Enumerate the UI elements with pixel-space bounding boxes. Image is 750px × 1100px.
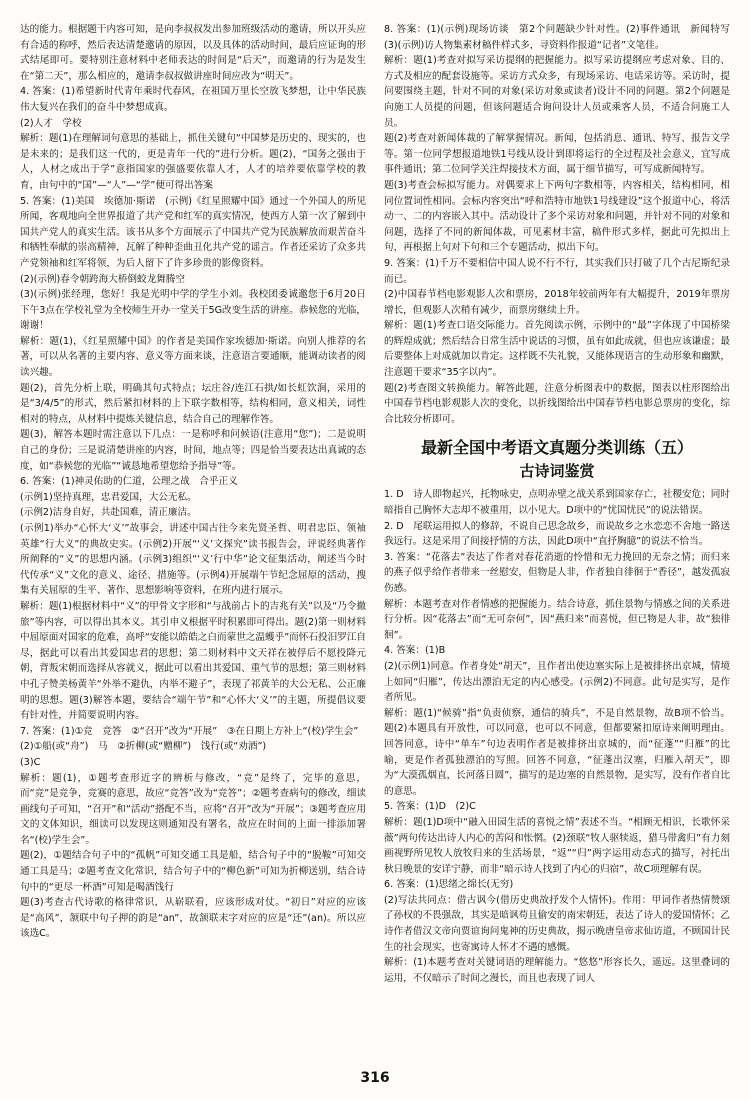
paragraph: 8. 答案：(1)(示例)现场访谈 第2个问题缺少针对性。(2)事件通讯 新闻特写 (3)(示例)访人物集素材稿件样式多，寻资料作报道“记者”文笔佳。: [384, 24, 740, 51]
poetry-answers: [384, 487, 730, 986]
paragraph: 4. 答案：(1)B: [384, 645, 446, 657]
paragraph: 题(2)，①题结合句子中的“孤帆”可知交通工具是船，结合句子中的“脱鞍”可知交通工具是马；②题考查文化常识，结合句子中的“柳色新”可知为折柳送别，结合诗句中的“更尽一杯酒”可知是喝酒饯行: [20, 850, 366, 893]
paragraph: 4. 答案：(1)希望新时代青年乘时代春风，在祖国万里长空放飞梦想，让中华民族伟大复兴在我们的奋斗中梦想成真。: [20, 86, 366, 113]
paragraph: (示例1)坚持真理，忠君爱国，大公无私。: [20, 491, 197, 503]
paragraph: 1. D 诗人即物起兴，托物咏史，点明赤壁之战关系到国家存亡，社稷安危；同时暗指自己胸怀大志却不被重用，以小见大。D项中的“忧国忧民”的说法错误。: [384, 489, 730, 517]
paragraph: 5. 答案：(1)美国 埃德加·斯诺 (示例)《红星照耀中国》通过一个外国人的所见所闻，客观地向全世界报道了共产党和红军的真实情况，使西方人第一次了解到中国共产党人的真实生活。该书从多个方面展示了中国共产党为民族解放而艰苦奋斗和牺牲奉献的崇高精神，瓦解了种种歪曲丑化共产党的谣言。作者还采访了众多共产党领袖和红军将领，为后人留下了许多珍贵的影像资料。: [20, 195, 366, 269]
paragraph: 解析：本题考查对作者情感的把握能力。结合诗意，抓住景物与情感之间的关系进行分析。因“花落去”而“无可奈何”，因“燕归来”而喜悦，但已物是人非，故“独徘徊”。: [384, 598, 730, 641]
section-subtitle: 古诗词鉴赏: [519, 462, 595, 481]
paragraph: (3)C: [20, 756, 41, 768]
paragraph: 5. 答案：(1)D (2)C: [384, 801, 476, 813]
paragraph: 9. 答案：(1)千万不要相信中国人说不行不行，其实我们只打破了几个古尼斯纪录而已。: [384, 257, 730, 285]
paragraph: 解析：题(1)在理解词句意思的基础上，抓住关键句“中国梦是历史的、现实的，也是未来的；是我们这一代的，更是青年一代的”进行分析。题(2)，“国务之强由于人，人材之成出于学”意指国家的强盛要依靠人才，人才的培养要依靠学校的教育，由句中的“国”—“人”—“学”便可得出答案: [20, 133, 366, 191]
paragraph: 解析：题(1)考查口语交际能力。首先阅读示例，示例中的“最”字体现了中国桥梁的辉煌成就；然后结合日常生活中说话的习惯，虽有如此成就，但也应该谦虚；最后要整体上对成就加以肯定。这样既不失礼貌，又能体现语言的生动形象和幽默，注意题干要求“35字以内”。: [384, 320, 730, 379]
paragraph: 解析：题(1)根据材料中“义”的甲骨文字形和“与战前占卜的吉兆有关”以及“乃令撤旅”等内容，可以得出其本义。其引申义根据平时积累即可得出。题(2)第一则材料中屈原面对国家的危难，高呼“安能以皓皓之白而蒙世之温蠖乎”而怀石投汨罗江自尽，据此可以看出其爱国忠君的思想；第二则材料中文天祥在被俘后不愿投降元朝，背叛宋朝而选择从容就义，据此可以看出其爱国、重气节的思想；第三则材料中孔子赞美杨黄羊“外举不避仇，内举不避子”，表现了祁黄羊的大公无私、公正廉明的思想。题(3)解答本题，要结合“端午节”和“心怀大‘义’”的主题，所提倡议要有针对性，并简要说明内容。: [20, 600, 366, 722]
section-title: 最新全国中考语文真题分类训练（五）: [420, 438, 693, 458]
paragraph: 7. 答案：(1)①竞 竞答 ②“召开”改为“开展” ③在日期上方补上“(校)学生会”: [20, 725, 359, 737]
paragraph: 解析：题(1)D项中“融入田园生活的喜悦之情”表述不当。“相顾无相识，长歌怀采薇”两句传达出诗人内心的苦闷和怅惘。(2)颈联“牧人驱犊返，猎马带禽归”有力刻画视野所见牧人放牧归来的生活场景，“返”“归”两字运用动态式的描写，衬托出秋日晚景的安详宁静，而非“暗示诗人找到了内心的归宿”，故C项理解有误。: [384, 816, 730, 875]
right-column: [384, 22, 740, 1062]
paragraph: (示例1)举办“心怀大‘义’”故事会，讲述中国古往今来先贤圣哲、明君忠臣、领袖英雄“行大义”的典故史实。(示例2)开展“‘义’文探究”读书报告会，评说经典著作所阐释的“义”的思想内涵。(示例3)组织“‘义’行中华”论文征集活动，阐述当今时代传承“义”文化的意义、途径、措施等。(示例4)开展端午节纪念屈原的活动，搜集有关屈原的生平、著作、思想影响等资料，在班内进行展示。: [20, 523, 366, 597]
paragraph: 题(2)，首先分析上联，明确其句式特点；坛庄谷/连江石拱/如长虹饮涧，采用的是“3/4/5”的形式，然后紧扣材料的上下联字数相等，结构相同，意义相关，词性相对的特点，从材料中提炼关键信息，结合自己的理解作答。: [20, 382, 366, 425]
paragraph: (2)(示例1)同意。作者身处“胡天”，且作者出使边塞实际上是被排挤出京城，情境上如同“归雁”，传达出漂泊无定的内心感受。(示例2)不同意。此句是实写，是作者所见。: [384, 660, 730, 704]
paragraph: 题(2)考查图文转换能力。解答此题，注意分析图表中的数据，图表以柱形图给出中国春节档电影观影人次的变化，以折线图给出中国春节档电影总票房的变化，综合比较分析即可。: [384, 382, 730, 425]
paragraph: (2)(示例)春令朝跨海大桥倒蛟龙舞腾空: [20, 273, 185, 285]
paragraph: 解析：题(1)考查对拟写采访提纲的把握能力。拟写采访提纲应考虑对象、目的、方式及相应的配套设施等。采访方式众多，有现场采访、电话采访等。采访时，提问要围绕主题，针对不同的对象(采访对象或读者)设计不同的问题。第2个问题是向施工人员提的问题，但该问题适合询问设计人员或乘客人员，不适合问施工人员。: [384, 55, 730, 129]
page-number: 316: [360, 1070, 390, 1086]
paragraph: 3. 答案：“花落去”表达了作者对春花消逝的怜惜和无力挽回的无奈之情；而归来的燕子似乎给作者带来一丝慰安，但物是人非，作者独自徘徊于“香径”，越发孤寂伤感。: [384, 551, 730, 594]
paragraph: 解析：题(1)，《红星照耀中国》的作者是美国作家埃德加·斯诺。向别人推荐的名著，可以从名著的主要内容、意义等方面来谈，注意语言要通顺，能调动读者的阅读兴趣。: [20, 335, 366, 379]
paragraph: (示例2)洁身自好，共赴国难，清正廉洁。: [20, 507, 197, 519]
paragraph: 2. D 尾联运用拟人的修辞，不说自己思念故乡，而说故乡之水恋恋不舍地一路送我远行。这是采用了间接抒情的方法，因此D项中“直抒胸臆”的说法不恰当。: [384, 520, 730, 548]
paragraph: 题(2)考查对新闻体裁的了解掌握情况。新闻，包括消息、通讯、特写、报告文学等。第一位同学想报道地铁1号线从设计到即将运行的全过程及社会意义，宜写成事件通讯；第二位同学关注焊接技术方面，属于细节描写，可写成新闻特写。: [384, 133, 730, 176]
text-columns: [20, 22, 740, 1062]
paragraph: (2)中国春节档电影观影人次和票房，2018年较前两年有大幅提升，2019年票房增长，但观影人次稍有减少，而票房继续上升。: [384, 289, 730, 316]
paragraph: 解析：题(1)“候骑”指“负责侦察，通信的骑兵”，不是自然景物，故B项不恰当。题(2)本题具有开放性，可以同意，也可以不同意，但都要紧扣原诗来阐明理由。回答同意，诗中“单车”句边表明作者是被排挤出京城的，而“征蓬”“归雁”的比喻，更是作者孤独漂泊的写照。回答不同意，“征蓬出汉塞，归雁入胡天”，即为“大漠孤烟直，长河落日圆”，描写的是边塞的自然景物，是实写，没有作者自比的意思。: [384, 707, 730, 797]
paragraph: (2)人才 学校: [20, 117, 82, 129]
paragraph: (3)(示例)张经理，您好！我是光明中学的学生小刘。我校团委诚邀您于6月20日下午3点在学校礼堂为全校师生开办一堂关于5G改变生活的讲座。恭候您的光临，谢谢！: [20, 289, 366, 332]
paragraph: 题(3)，解答本题时需注意以下几点：一是称呼和问候语(注意用“您”)；二是说明自己的身份；三是说清楚讲座的内容，时间，地点等；四是恰当要表达出真诚的态度，如“恭候您的光临”“诚恳地希望您给予指导”等。: [20, 429, 366, 472]
paragraph: 6. 答案：(1)神灵佑助的仁道，公理之战 合乎正义: [20, 476, 238, 488]
paragraph: 达的能力。根据题干内容可知，是向李叔叔发出参加班级活动的邀请，所以开头应有合适的称呼，然后表达清楚邀请的原因，以及具体的活动时间，最后应证询的形式结尾即可。要特别注意材料中老师表达的时间是“后天”，而邀请的行为是发生在“第二天”，那么相应的，邀请李叔叔做讲座时间应改为“明天”。: [20, 24, 366, 82]
left-column: [20, 22, 366, 1062]
answers-continued: [384, 22, 740, 427]
paragraph: 题(3)考查古代诗歌的格律常识，从崭联看，应该形成对仗。“初日”对应的应该是“高风”，颔联中句子押的韵是“an”，故颔联末字对应的应是“还”(an)。所以应该选C。: [20, 897, 366, 940]
paragraph: (2)①船(或“舟”) 马 ②折柳(或“赠柳”) 饯行(或“劝酒”): [20, 741, 267, 753]
paragraph: 6. 答案：(1)思绪之绵长(无穷): [384, 879, 514, 891]
paragraph: 解析：题(1)，①题考查形近字的辨析与修改，“竞”是终了，完毕的意思，而“竞”是竞争，竞赛的意思，故应“竞答”改为“竞答”；②题考查病句的修改，细读画线句子可知，“召开”和“活动”搭配不当，应将“召开”改为“开展”；③题考查应用文的文体知识，细读可以发现这则通知没有署名，故应在时间的上面一排添加署名“(校)学生会”。: [20, 772, 366, 846]
paragraph: 题(3)考查会标拟写能力。对偶要求上下两句字数相等，内容相关，结构相同，相同位置词性相同。会标内容突出“呼和浩特市地铁1号线建设”这个报道中心，将活动一、二的内容嵌入其中。活动设计了多个采访对象和问题，并针对不同的对象和问题，选择了不同的新闻体裁，可见素材丰富，稿件形式多样，据此可先拟出上句，再根据上句对下句和三个专题活动，拟出下句。: [384, 179, 730, 254]
paragraph: (2)写法共同点：借古讽今(借历史典故抒发个人情怀)。作用：甲词作者热情赞颂了孙权的不畏强敌，其实是暗讽苟且偷安的南宋朝廷，表达了诗人的爱国情怀；乙诗作者借汉文帝向贾谊询问鬼神的历史典故，揭示晚唐皇帝求仙访道，不顾国计民生的社会现实，也寄寓诗人怀才不遇的感慨。: [384, 894, 730, 953]
paragraph: 解析：(1)本题考查对关键词语的理解能力。“悠悠”形容长久，遥远。这里叠词的运用，不仅暗示了时间之漫长，而且也表现了词人: [384, 957, 730, 984]
